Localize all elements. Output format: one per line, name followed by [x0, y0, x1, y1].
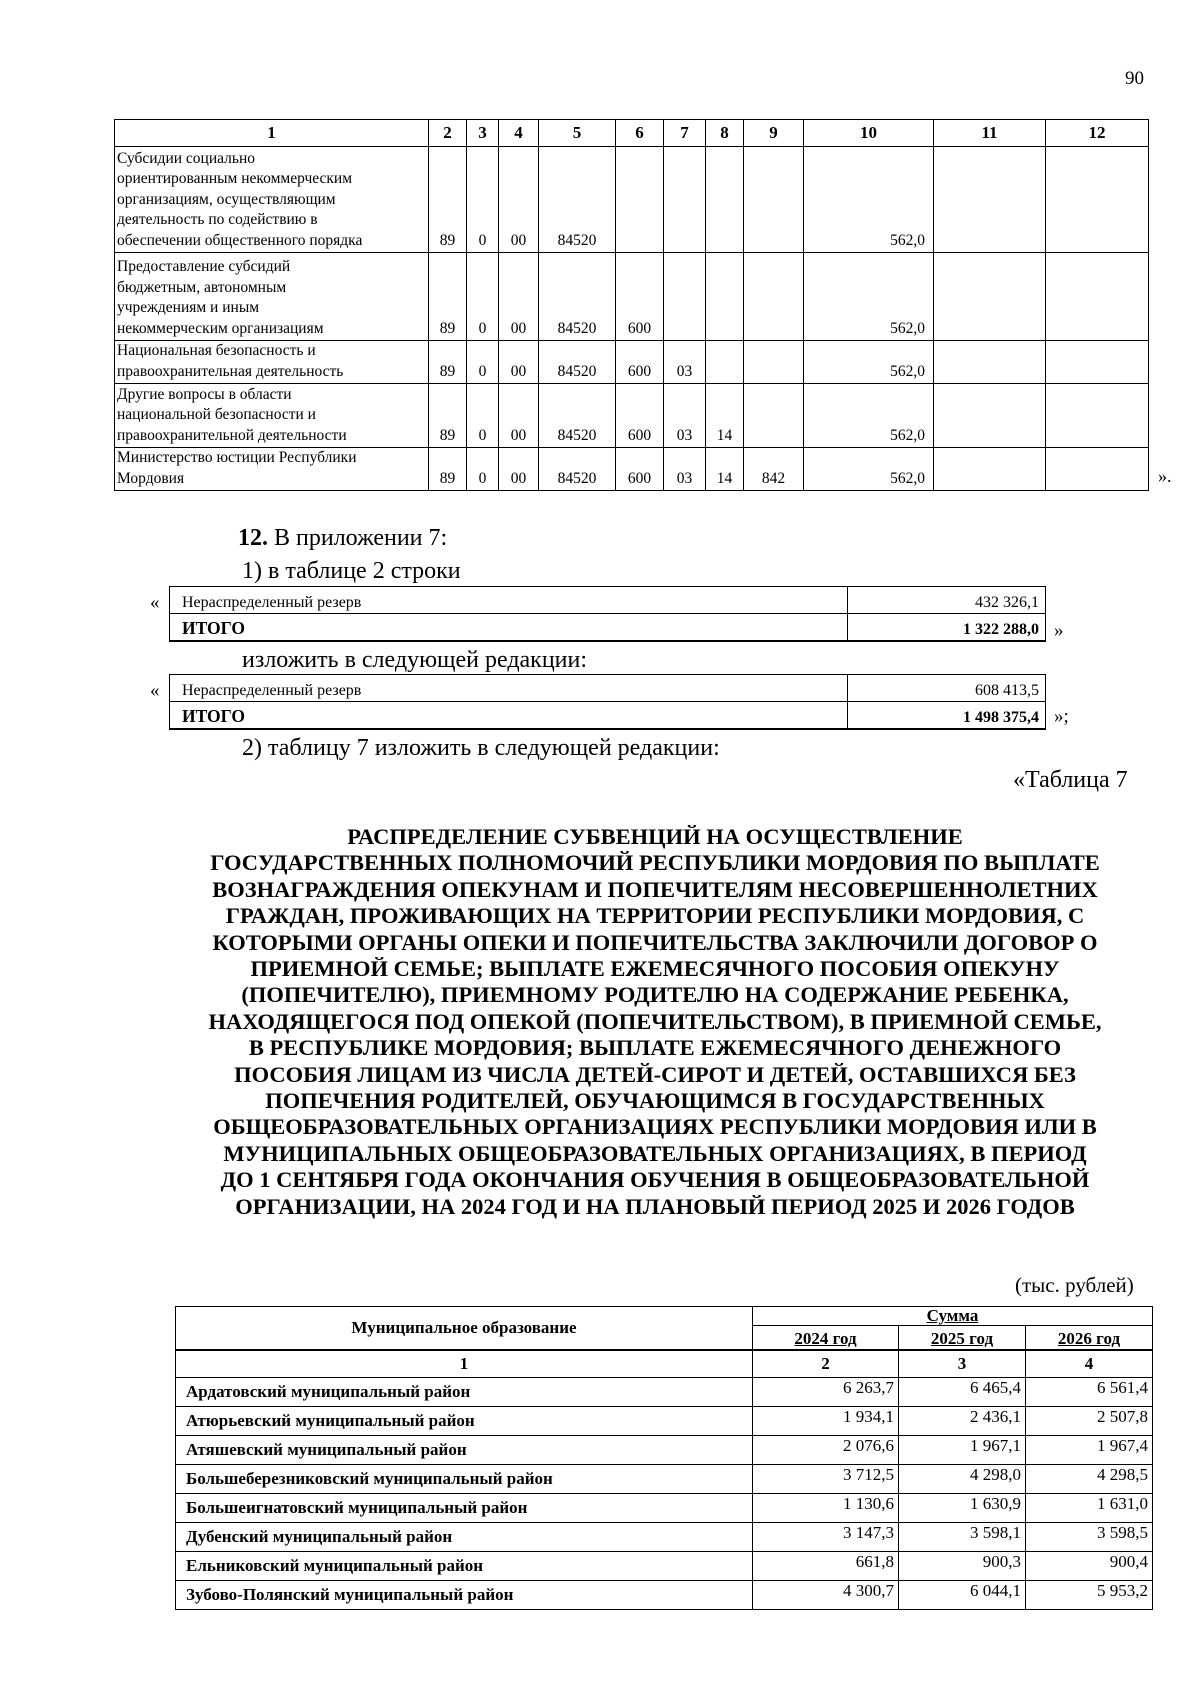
- municipality-header: Муниципальное образование: [176, 1307, 753, 1351]
- table-row: [170, 587, 1046, 614]
- value-2025: 3 598,1: [899, 1523, 1026, 1552]
- col-number: 3: [899, 1350, 1026, 1378]
- cell: 14: [706, 384, 744, 448]
- year-header: 2024 год: [753, 1326, 899, 1351]
- cell: 00: [499, 384, 539, 448]
- cell: [664, 253, 706, 341]
- table-row: [176, 1465, 1153, 1494]
- table-row: [115, 253, 1149, 341]
- value-2026: 4 298,5: [1026, 1465, 1153, 1494]
- cell: 562,0: [804, 253, 934, 341]
- cell: [1046, 448, 1149, 491]
- table-row: [176, 1378, 1153, 1407]
- value-2024: 1 934,1: [753, 1407, 899, 1436]
- cell: 600: [616, 341, 664, 384]
- value-2026: 1 967,4: [1026, 1436, 1153, 1465]
- cell: [934, 147, 1046, 253]
- cell: [744, 147, 804, 253]
- budget-table: [114, 119, 1149, 491]
- table-row: [176, 1436, 1153, 1465]
- cell: 842: [744, 448, 804, 491]
- value-2024: 3 147,3: [753, 1523, 899, 1552]
- municipality-name: Дубенский муниципальный район: [176, 1523, 753, 1552]
- cell: [744, 253, 804, 341]
- cell: [934, 253, 1046, 341]
- col-header: 9: [744, 120, 804, 147]
- closing-quote: ».: [1158, 466, 1172, 486]
- col-header: 6: [616, 120, 664, 147]
- col-header: 8: [706, 120, 744, 147]
- value-2026: 1 631,0: [1026, 1494, 1153, 1523]
- value-2025: 4 298,0: [899, 1465, 1026, 1494]
- row-name: Предоставление субсидий бюджетным, автономным учреждениям и иным некоммерческим организациям: [115, 253, 429, 341]
- value-2025: 900,3: [899, 1552, 1026, 1581]
- table-row: [176, 1494, 1153, 1523]
- value-2025: 2 436,1: [899, 1407, 1026, 1436]
- subvention-table: [175, 1306, 1153, 1610]
- cell: [1046, 341, 1149, 384]
- cell: [616, 147, 664, 253]
- cell: 03: [664, 384, 706, 448]
- cell: 89: [429, 448, 467, 491]
- cell: 00: [499, 341, 539, 384]
- table-row: [176, 1552, 1153, 1581]
- value-2025: 1 967,1: [899, 1436, 1026, 1465]
- cell: [706, 341, 744, 384]
- item-1: 1) в таблице 2 строки: [242, 558, 461, 584]
- row-name: Субсидии социально ориентированным некоммерческим организациям, осуществляющим деятельность по содействию в обеспечении общественного порядка: [115, 147, 429, 253]
- cell: [1046, 147, 1149, 253]
- cell: 600: [616, 384, 664, 448]
- cell: [706, 253, 744, 341]
- cell: 562,0: [804, 384, 934, 448]
- value-2026: 5 953,2: [1026, 1581, 1153, 1610]
- municipality-name: Большеберезниковский муниципальный район: [176, 1465, 753, 1494]
- cell: 89: [429, 341, 467, 384]
- cell: 89: [429, 253, 467, 341]
- old-rows-table: [169, 586, 1046, 642]
- total-label: ИТОГО: [170, 614, 848, 642]
- value-2024: 6 263,7: [753, 1378, 899, 1407]
- cell: 00: [499, 253, 539, 341]
- cell: 600: [616, 253, 664, 341]
- value-2026: 3 598,5: [1026, 1523, 1153, 1552]
- value-2026: 900,4: [1026, 1552, 1153, 1581]
- sum-header: Сумма: [753, 1307, 1153, 1326]
- col-number: 1: [176, 1350, 753, 1378]
- cell: [934, 341, 1046, 384]
- page-number: 90: [1125, 68, 1144, 89]
- municipality-name: Ельниковский муниципальный район: [176, 1552, 753, 1581]
- cell: 562,0: [804, 147, 934, 253]
- reserve-value: 608 413,5: [848, 675, 1046, 702]
- cell: [1046, 253, 1149, 341]
- col-header: 12: [1046, 120, 1149, 147]
- col-header: 2: [429, 120, 467, 147]
- cell: 84520: [539, 384, 616, 448]
- cell: 0: [467, 448, 499, 491]
- total-value: 1 498 375,4: [848, 702, 1046, 730]
- table-title: РАСПРЕДЕЛЕНИЕ СУБВЕНЦИЙ НА ОСУЩЕСТВЛЕНИЕ ГОСУДАРСТВЕННЫХ ПОЛНОМОЧИЙ РЕСПУБЛИКИ МОРДОВИЯ ПО ВЫПЛАТЕ ВОЗНАГРАЖДЕНИЯ ОПЕКУНАМ И ПОПЕЧИТЕЛЯМ НЕСОВЕРШЕННОЛЕТНИХ ГРАЖДАН, ПРОЖИВАЮЩИХ НА ТЕРРИТОРИИ РЕСПУБЛИКИ МОРДОВИЯ, С КОТОРЫМИ ОРГАНЫ ОПЕКИ И ПОПЕЧИТЕЛЬСТВА ЗАКЛЮЧИЛИ ДОГОВОР О ПРИЕМНОЙ СЕМЬЕ; ВЫПЛАТЕ ЕЖЕМЕСЯЧНОГО ПОСОБИЯ ОПЕКУНУ (ПОПЕЧИТЕЛЮ), ПРИЕМНОМУ РОДИТЕЛЮ НА СОДЕРЖАНИЕ РЕБЕНКА, НАХОДЯЩЕГОСЯ ПОД ОПЕКОЙ (ПОПЕЧИТЕЛЬСТВОМ), В ПРИЕМНОЙ СЕМЬЕ, В РЕСПУБЛИКЕ МОРДОВИЯ; ВЫПЛАТЕ ЕЖЕМЕСЯЧНОГО ДЕНЕЖНОГО ПОСОБИЯ ЛИЦАМ ИЗ ЧИСЛА ДЕТЕЙ-СИРОТ И ДЕТЕЙ, ОСТАВШИХСЯ БЕЗ ПОПЕЧЕНИЯ РОДИТЕЛЕЙ, ОБУЧАЮЩИМСЯ В ГОСУДАРСТВЕННЫХ ОБЩЕОБРАЗОВАТЕЛЬНЫХ ОРГАНИЗАЦИЯХ РЕСПУБЛИКИ МОРДОВИЯ ИЛИ В МУНИЦИПАЛЬНЫХ ОБЩЕОБРАЗОВАТЕЛЬНЫХ ОРГАНИЗАЦИЯХ, В ПЕРИОД ДО 1 СЕНТЯБРЯ ГОДА ОКОНЧАНИЯ ОБУЧЕНИЯ В ОБЩЕОБРАЗОВАТЕЛЬНОЙ ОРГАНИЗАЦИИ, НА 2024 ГОД И НА ПЛАНОВЫЙ ПЕРИОД 2025 И 2026 ГОДОВ: [208, 824, 1102, 1219]
- cell: 0: [467, 253, 499, 341]
- value-2025: 6 044,1: [899, 1581, 1026, 1610]
- cell: 89: [429, 147, 467, 253]
- table-label: «Таблица 7: [1013, 767, 1128, 793]
- total-label: ИТОГО: [170, 702, 848, 730]
- cell: 00: [499, 448, 539, 491]
- reserve-label: Нераспределенный резерв: [170, 587, 848, 614]
- cell: [744, 384, 804, 448]
- close-quote: »: [1054, 620, 1064, 641]
- table-row: [115, 147, 1149, 253]
- units-label: (тыс. рублей): [1015, 1273, 1134, 1297]
- close-quote: »;: [1054, 706, 1069, 727]
- value-2024: 4 300,7: [753, 1581, 899, 1610]
- value-2024: 1 130,6: [753, 1494, 899, 1523]
- cell: 84520: [539, 147, 616, 253]
- col-header: 4: [499, 120, 539, 147]
- reserve-label: Нераспределенный резерв: [170, 675, 848, 702]
- municipality-name: Зубово-Полянский муниципальный район: [176, 1581, 753, 1610]
- budget-table-header: [115, 120, 1149, 147]
- cell: 0: [467, 147, 499, 253]
- cell: [664, 147, 706, 253]
- col-number: 2: [753, 1350, 899, 1378]
- item-2: 2) таблицу 7 изложить в следующей редакции:: [242, 735, 720, 761]
- table-row: [176, 1523, 1153, 1552]
- value-2025: 6 465,4: [899, 1378, 1026, 1407]
- cell: [934, 384, 1046, 448]
- cell: 562,0: [804, 448, 934, 491]
- table-row: [115, 448, 1149, 491]
- cell: 84520: [539, 253, 616, 341]
- col-header: 7: [664, 120, 706, 147]
- value-2025: 1 630,9: [899, 1494, 1026, 1523]
- col-header: 10: [804, 120, 934, 147]
- table-row: [115, 341, 1149, 384]
- col-header: 1: [115, 120, 429, 147]
- value-2024: 3 712,5: [753, 1465, 899, 1494]
- municipality-name: Большеигнатовский муниципальный район: [176, 1494, 753, 1523]
- row-name: Другие вопросы в области национальной безопасности и правоохранительной деятельности: [115, 384, 429, 448]
- table-row: [176, 1407, 1153, 1436]
- cell: 89: [429, 384, 467, 448]
- col-header: 3: [467, 120, 499, 147]
- cell: 84520: [539, 448, 616, 491]
- col-header: 5: [539, 120, 616, 147]
- cell: 14: [706, 448, 744, 491]
- cell: 0: [467, 341, 499, 384]
- cell: 600: [616, 448, 664, 491]
- col-header: 11: [934, 120, 1046, 147]
- table-row: [170, 675, 1046, 702]
- restate-text: изложить в следующей редакции:: [242, 647, 588, 673]
- cell: 03: [664, 448, 706, 491]
- municipality-name: Ардатовский муниципальный район: [176, 1378, 753, 1407]
- row-name: Национальная безопасность и правоохранительная деятельность: [115, 341, 429, 384]
- cell: 562,0: [804, 341, 934, 384]
- cell: 00: [499, 147, 539, 253]
- total-row: [170, 614, 1046, 642]
- value-2024: 2 076,6: [753, 1436, 899, 1465]
- value-2026: 2 507,8: [1026, 1407, 1153, 1436]
- cell: 0: [467, 384, 499, 448]
- cell: 03: [664, 341, 706, 384]
- cell: 84520: [539, 341, 616, 384]
- col-number: 4: [1026, 1350, 1153, 1378]
- new-rows-table: [169, 674, 1046, 730]
- reserve-value: 432 326,1: [848, 587, 1046, 614]
- cell: [1046, 384, 1149, 448]
- total-row: [170, 702, 1046, 730]
- section-heading: 12. В приложении 7:: [238, 525, 448, 551]
- row-name: Министерство юстиции Республики Мордовия: [115, 448, 429, 491]
- value-2024: 661,8: [753, 1552, 899, 1581]
- column-numbers-row: [176, 1350, 1153, 1378]
- year-header: 2026 год: [1026, 1326, 1153, 1351]
- open-quote: «: [150, 592, 160, 613]
- year-header: 2025 год: [899, 1326, 1026, 1351]
- table-row: [115, 384, 1149, 448]
- municipality-name: Атюрьевский муниципальный район: [176, 1407, 753, 1436]
- cell: [744, 341, 804, 384]
- cell: [706, 147, 744, 253]
- value-2026: 6 561,4: [1026, 1378, 1153, 1407]
- total-value: 1 322 288,0: [848, 614, 1046, 642]
- cell: [934, 448, 1046, 491]
- municipality-name: Атяшевский муниципальный район: [176, 1436, 753, 1465]
- open-quote: «: [150, 680, 160, 701]
- table-row: [176, 1581, 1153, 1610]
